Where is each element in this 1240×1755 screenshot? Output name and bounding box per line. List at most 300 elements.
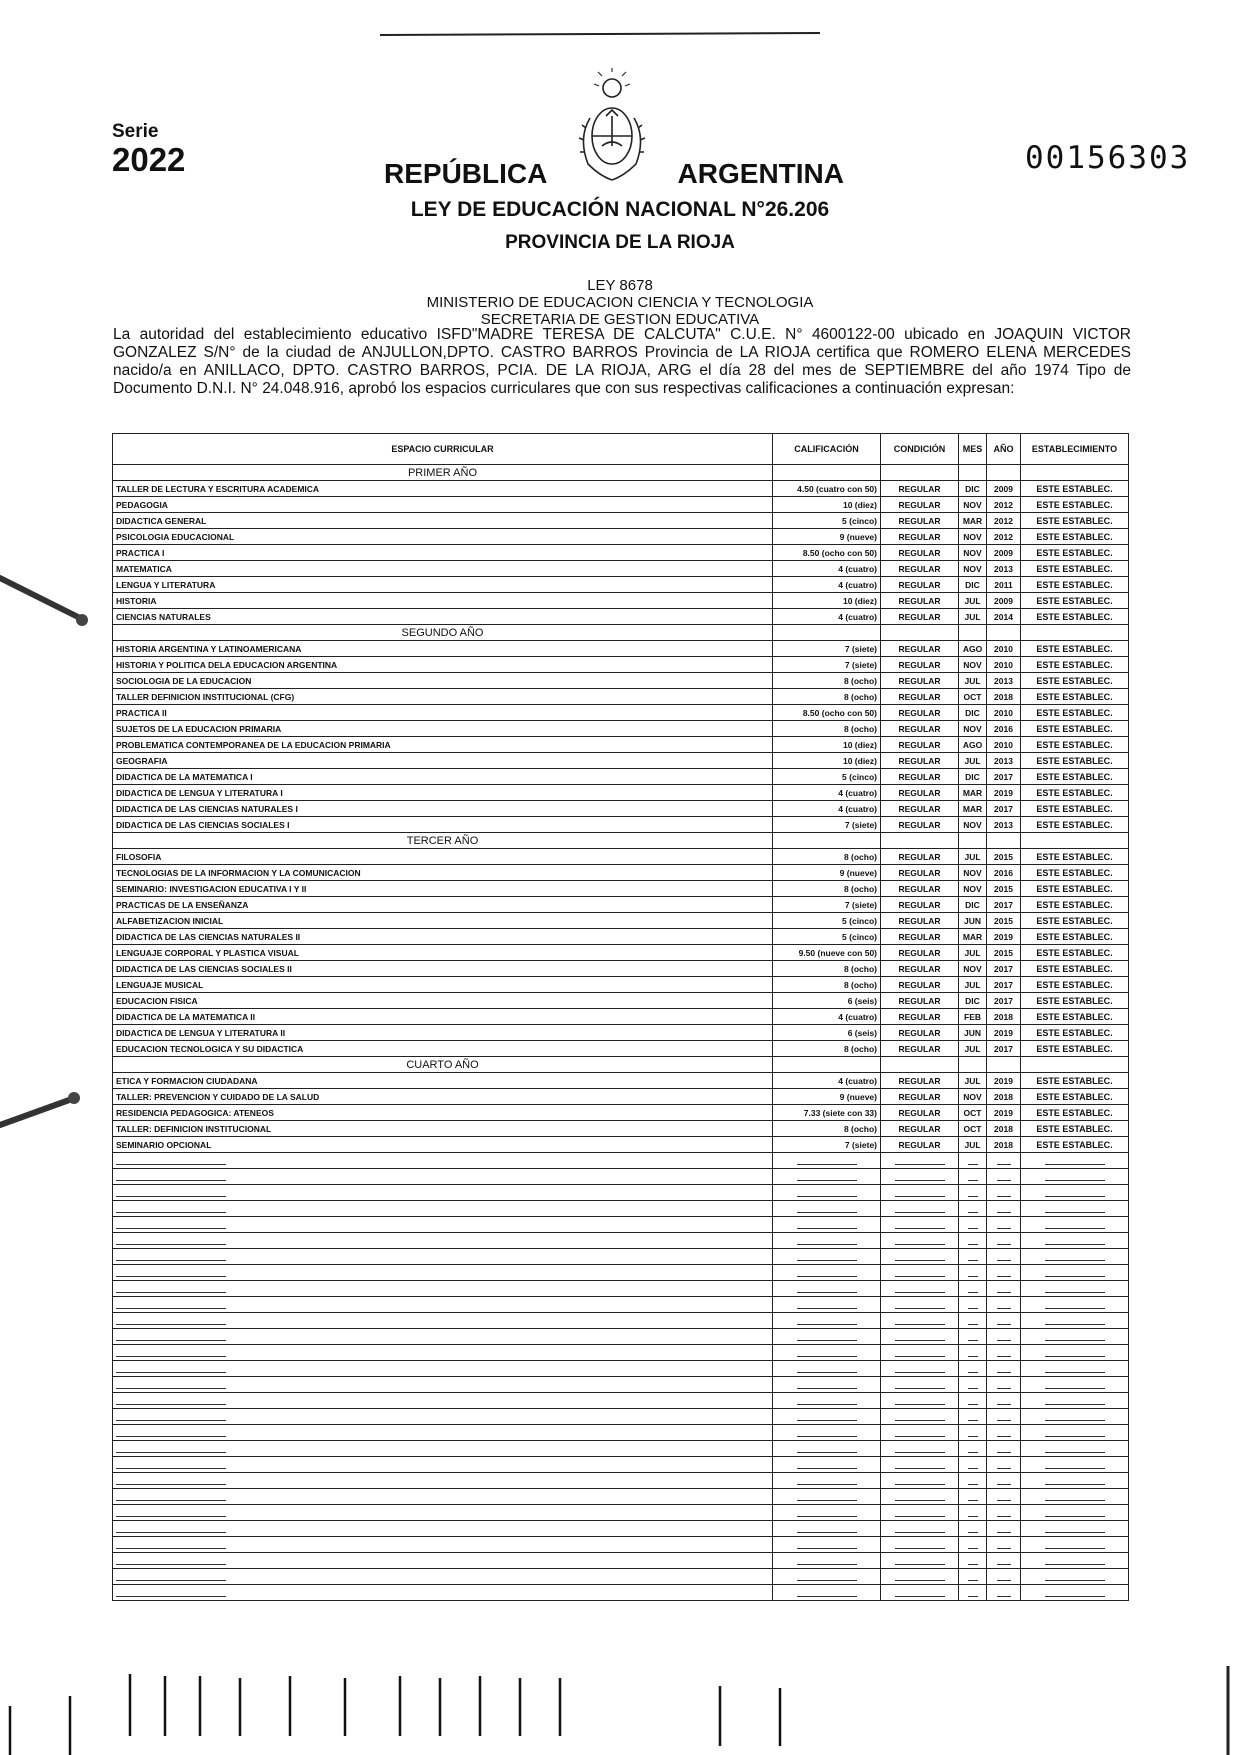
- blank-row: [113, 1409, 1129, 1425]
- coat-of-arms-icon: [572, 68, 652, 186]
- blank-cell: [773, 1153, 881, 1169]
- cell-subject: LENGUAJE MUSICAL: [113, 977, 773, 993]
- cancel-line: [797, 1477, 857, 1485]
- blank-cell: [881, 1553, 959, 1569]
- table-row: [113, 993, 1129, 1009]
- empty-cell: [987, 833, 1021, 849]
- blank-cell: [881, 1217, 959, 1233]
- cancel-line: [997, 1397, 1011, 1405]
- cell-month: MAR: [959, 513, 987, 529]
- cancel-line: [895, 1237, 945, 1245]
- cell-subject: CIENCIAS NATURALES: [113, 609, 773, 625]
- blank-cell: [113, 1169, 773, 1185]
- blank-cell: [987, 1425, 1021, 1441]
- cell-condition: REGULAR: [881, 945, 959, 961]
- cell-month: JUL: [959, 1041, 987, 1057]
- blank-cell: [959, 1249, 987, 1265]
- cell-month: NOV: [959, 497, 987, 513]
- cell-grade: 8 (ocho): [773, 977, 881, 993]
- cell-year: 2015: [987, 913, 1021, 929]
- blank-cell: [773, 1409, 881, 1425]
- blank-cell: [1021, 1217, 1129, 1233]
- table-row: [113, 577, 1129, 593]
- blank-cell: [881, 1409, 959, 1425]
- cancel-line: [116, 1445, 226, 1453]
- secretariat-name: SECRETARIA DE GESTION EDUCATIVA: [480, 311, 760, 328]
- blank-cell: [987, 1169, 1021, 1185]
- scan-artifact-top: [380, 30, 820, 40]
- cancel-line: [968, 1461, 978, 1469]
- table-row: [113, 1121, 1129, 1137]
- table-row: [113, 1073, 1129, 1089]
- cancel-line: [895, 1413, 945, 1421]
- cell-month: JUL: [959, 945, 987, 961]
- blank-cell: [959, 1281, 987, 1297]
- blank-cell: [881, 1153, 959, 1169]
- cell-institution: ESTE ESTABLEC.: [1021, 689, 1129, 705]
- table-row: [113, 497, 1129, 513]
- cell-institution: ESTE ESTABLEC.: [1021, 785, 1129, 801]
- cell-subject: DIDACTICA DE LA MATEMATICA II: [113, 1009, 773, 1025]
- cell-subject: ETICA Y FORMACION CIUDADANA: [113, 1073, 773, 1089]
- cell-year: 2016: [987, 721, 1021, 737]
- blank-cell: [881, 1521, 959, 1537]
- cancel-line: [997, 1157, 1011, 1165]
- cell-institution: ESTE ESTABLEC.: [1021, 481, 1129, 497]
- blank-cell: [113, 1521, 773, 1537]
- cancel-line: [997, 1317, 1011, 1325]
- blank-cell: [881, 1361, 959, 1377]
- cell-condition: REGULAR: [881, 609, 959, 625]
- blank-cell: [959, 1521, 987, 1537]
- table-row: [113, 865, 1129, 881]
- cell-grade: 7.33 (siete con 33): [773, 1105, 881, 1121]
- cell-grade: 5 (cinco): [773, 929, 881, 945]
- cell-grade: 4 (cuatro): [773, 1009, 881, 1025]
- cancel-line: [797, 1365, 857, 1373]
- cell-grade: 6 (seis): [773, 993, 881, 1009]
- cancel-line: [1045, 1189, 1105, 1197]
- cell-month: FEB: [959, 1009, 987, 1025]
- blank-cell: [959, 1185, 987, 1201]
- blank-cell: [113, 1409, 773, 1425]
- cell-month: JUL: [959, 1137, 987, 1153]
- blank-cell: [1021, 1393, 1129, 1409]
- cancel-line: [797, 1349, 857, 1357]
- cancel-line: [968, 1157, 978, 1165]
- blank-cell: [987, 1393, 1021, 1409]
- cancel-line: [997, 1221, 1011, 1229]
- cancel-line: [997, 1381, 1011, 1389]
- blank-cell: [987, 1409, 1021, 1425]
- blank-cell: [773, 1329, 881, 1345]
- cancel-line: [968, 1509, 978, 1517]
- cancel-line: [1045, 1397, 1105, 1405]
- cell-institution: ESTE ESTABLEC.: [1021, 753, 1129, 769]
- country-title-right: ARGENTINA: [677, 158, 844, 189]
- cell-condition: REGULAR: [881, 561, 959, 577]
- blank-cell: [881, 1537, 959, 1553]
- blank-cell: [773, 1457, 881, 1473]
- blank-cell: [113, 1297, 773, 1313]
- cancel-line: [797, 1429, 857, 1437]
- cancel-line: [968, 1349, 978, 1357]
- empty-cell: [959, 465, 987, 481]
- cancel-line: [116, 1429, 226, 1437]
- blank-cell: [881, 1249, 959, 1265]
- cell-condition: REGULAR: [881, 993, 959, 1009]
- cell-month: JUL: [959, 753, 987, 769]
- cancel-line: [1045, 1557, 1105, 1565]
- cancel-line: [895, 1205, 945, 1213]
- cancel-line: [1045, 1173, 1105, 1181]
- empty-cell: [987, 625, 1021, 641]
- blank-cell: [881, 1313, 959, 1329]
- cancel-line: [116, 1221, 226, 1229]
- header-year: AÑO: [987, 434, 1021, 465]
- cell-month: NOV: [959, 1089, 987, 1105]
- cancel-line: [1045, 1301, 1105, 1309]
- blank-cell: [113, 1457, 773, 1473]
- cell-year: 2010: [987, 737, 1021, 753]
- table-row: [113, 961, 1129, 977]
- cancel-line: [968, 1365, 978, 1373]
- cell-institution: ESTE ESTABLEC.: [1021, 929, 1129, 945]
- cell-subject: PEDAGOGIA: [113, 497, 773, 513]
- cancel-line: [968, 1317, 978, 1325]
- cancel-line: [116, 1477, 226, 1485]
- cancel-line: [895, 1557, 945, 1565]
- cell-month: AGO: [959, 641, 987, 657]
- section-header-row: [113, 1057, 1129, 1073]
- cell-condition: REGULAR: [881, 545, 959, 561]
- cell-month: NOV: [959, 545, 987, 561]
- cell-condition: REGULAR: [881, 1121, 959, 1137]
- cell-institution: ESTE ESTABLEC.: [1021, 817, 1129, 833]
- cancel-line: [895, 1509, 945, 1517]
- blank-cell: [881, 1569, 959, 1585]
- cell-month: JUN: [959, 913, 987, 929]
- table-row: [113, 897, 1129, 913]
- cancel-line: [997, 1557, 1011, 1565]
- cancel-line: [997, 1301, 1011, 1309]
- cell-condition: REGULAR: [881, 577, 959, 593]
- cell-month: NOV: [959, 881, 987, 897]
- cancel-line: [1045, 1157, 1105, 1165]
- cancel-line: [895, 1445, 945, 1453]
- cell-year: 2017: [987, 769, 1021, 785]
- cancel-line: [1045, 1333, 1105, 1341]
- cancel-line: [797, 1173, 857, 1181]
- cell-grade: 7 (siete): [773, 657, 881, 673]
- cell-condition: REGULAR: [881, 881, 959, 897]
- cell-condition: REGULAR: [881, 1137, 959, 1153]
- cancel-line: [116, 1285, 226, 1293]
- empty-cell: [773, 625, 881, 641]
- blank-cell: [987, 1457, 1021, 1473]
- cancel-line: [895, 1397, 945, 1405]
- cancel-line: [116, 1557, 226, 1565]
- blank-row: [113, 1169, 1129, 1185]
- cell-grade: 7 (siete): [773, 897, 881, 913]
- blank-cell: [987, 1281, 1021, 1297]
- cell-grade: 4 (cuatro): [773, 785, 881, 801]
- blank-cell: [113, 1377, 773, 1393]
- cell-month: OCT: [959, 689, 987, 705]
- cancel-line: [116, 1509, 226, 1517]
- blank-cell: [881, 1489, 959, 1505]
- blank-cell: [113, 1217, 773, 1233]
- cell-month: JUN: [959, 1025, 987, 1041]
- table-row: [113, 785, 1129, 801]
- cell-year: 2018: [987, 1137, 1021, 1153]
- blank-row: [113, 1265, 1129, 1281]
- table-row: [113, 1089, 1129, 1105]
- cancel-line: [895, 1333, 945, 1341]
- empty-cell: [1021, 465, 1129, 481]
- empty-cell: [959, 625, 987, 641]
- blank-cell: [881, 1425, 959, 1441]
- cancel-line: [895, 1349, 945, 1357]
- cell-grade: 8.50 (ocho con 50): [773, 705, 881, 721]
- cancel-line: [797, 1157, 857, 1165]
- empty-cell: [881, 1057, 959, 1073]
- cancel-line: [116, 1301, 226, 1309]
- cell-condition: REGULAR: [881, 753, 959, 769]
- cell-grade: 10 (diez): [773, 737, 881, 753]
- cancel-line: [116, 1333, 226, 1341]
- table-row: [113, 481, 1129, 497]
- cancel-line: [1045, 1541, 1105, 1549]
- cancel-line: [797, 1269, 857, 1277]
- table-row: [113, 1041, 1129, 1057]
- cancel-line: [116, 1413, 226, 1421]
- cell-month: NOV: [959, 657, 987, 673]
- cell-month: MAR: [959, 785, 987, 801]
- empty-cell: [1021, 625, 1129, 641]
- table-row: [113, 1025, 1129, 1041]
- cell-grade: 5 (cinco): [773, 913, 881, 929]
- blank-cell: [773, 1217, 881, 1233]
- cell-grade: 9 (nueve): [773, 529, 881, 545]
- cell-condition: REGULAR: [881, 593, 959, 609]
- cancel-line: [116, 1237, 226, 1245]
- cell-subject: TALLER: PREVENCION Y CUIDADO DE LA SALUD: [113, 1089, 773, 1105]
- blank-row: [113, 1473, 1129, 1489]
- cancel-line: [1045, 1365, 1105, 1373]
- blank-cell: [959, 1329, 987, 1345]
- cancel-line: [997, 1573, 1011, 1581]
- blank-cell: [773, 1393, 881, 1409]
- blank-cell: [1021, 1185, 1129, 1201]
- blank-cell: [113, 1537, 773, 1553]
- cancel-line: [797, 1541, 857, 1549]
- serie-label: Serie: [112, 121, 159, 142]
- blank-cell: [113, 1345, 773, 1361]
- blank-cell: [113, 1185, 773, 1201]
- cell-grade: 7 (siete): [773, 1137, 881, 1153]
- blank-cell: [113, 1153, 773, 1169]
- grades-body: [113, 465, 1129, 1601]
- empty-cell: [773, 465, 881, 481]
- cancel-line: [797, 1589, 857, 1597]
- cell-grade: 4 (cuatro): [773, 609, 881, 625]
- blank-cell: [113, 1361, 773, 1377]
- cancel-line: [797, 1285, 857, 1293]
- empty-cell: [987, 1057, 1021, 1073]
- cancel-line: [1045, 1477, 1105, 1485]
- cell-subject: HISTORIA ARGENTINA Y LATINOAMERICANA: [113, 641, 773, 657]
- cell-condition: REGULAR: [881, 1041, 959, 1057]
- blank-cell: [773, 1313, 881, 1329]
- cancel-line: [997, 1333, 1011, 1341]
- blank-cell: [773, 1537, 881, 1553]
- table-row: [113, 1137, 1129, 1153]
- cell-subject: SOCIOLOGIA DE LA EDUCACION: [113, 673, 773, 689]
- cancel-line: [1045, 1349, 1105, 1357]
- cancel-line: [997, 1589, 1011, 1597]
- cancel-line: [797, 1445, 857, 1453]
- cell-year: 2014: [987, 609, 1021, 625]
- cell-institution: ESTE ESTABLEC.: [1021, 849, 1129, 865]
- blank-cell: [987, 1265, 1021, 1281]
- blank-cell: [959, 1297, 987, 1313]
- cell-institution: ESTE ESTABLEC.: [1021, 945, 1129, 961]
- blank-cell: [959, 1393, 987, 1409]
- cell-grade: 10 (diez): [773, 753, 881, 769]
- cell-month: DIC: [959, 481, 987, 497]
- cancel-line: [797, 1509, 857, 1517]
- blank-cell: [987, 1217, 1021, 1233]
- table-row: [113, 689, 1129, 705]
- blank-cell: [959, 1569, 987, 1585]
- blank-row: [113, 1185, 1129, 1201]
- blank-cell: [987, 1489, 1021, 1505]
- cell-institution: ESTE ESTABLEC.: [1021, 1105, 1129, 1121]
- cell-condition: REGULAR: [881, 897, 959, 913]
- table-row: [113, 1009, 1129, 1025]
- cell-subject: PROBLEMATICA CONTEMPORANEA DE LA EDUCACION PRIMARIA: [113, 737, 773, 753]
- cancel-line: [1045, 1253, 1105, 1261]
- cell-condition: REGULAR: [881, 497, 959, 513]
- cell-condition: REGULAR: [881, 929, 959, 945]
- section-title: TERCER AÑO: [113, 833, 773, 849]
- cancel-line: [116, 1381, 226, 1389]
- blank-cell: [113, 1201, 773, 1217]
- cancel-line: [116, 1349, 226, 1357]
- cell-subject: PSICOLOGIA EDUCACIONAL: [113, 529, 773, 545]
- cell-month: NOV: [959, 961, 987, 977]
- blank-cell: [773, 1553, 881, 1569]
- cancel-line: [968, 1269, 978, 1277]
- cancel-line: [1045, 1461, 1105, 1469]
- blank-cell: [773, 1249, 881, 1265]
- blank-cell: [987, 1553, 1021, 1569]
- blank-cell: [987, 1233, 1021, 1249]
- cell-institution: ESTE ESTABLEC.: [1021, 705, 1129, 721]
- cell-month: NOV: [959, 561, 987, 577]
- cell-year: 2010: [987, 657, 1021, 673]
- blank-cell: [987, 1313, 1021, 1329]
- empty-cell: [881, 465, 959, 481]
- cell-month: MAR: [959, 801, 987, 817]
- cancel-line: [797, 1397, 857, 1405]
- table-row: [113, 657, 1129, 673]
- blank-cell: [773, 1233, 881, 1249]
- table-row: [113, 737, 1129, 753]
- cancel-line: [997, 1461, 1011, 1469]
- cancel-line: [968, 1429, 978, 1437]
- blank-cell: [773, 1281, 881, 1297]
- table-row: [113, 609, 1129, 625]
- cancel-line: [797, 1461, 857, 1469]
- cancel-line: [1045, 1221, 1105, 1229]
- cancel-line: [1045, 1509, 1105, 1517]
- section-header-row: [113, 465, 1129, 481]
- blank-cell: [959, 1409, 987, 1425]
- cell-institution: ESTE ESTABLEC.: [1021, 593, 1129, 609]
- blank-cell: [959, 1201, 987, 1217]
- cell-institution: ESTE ESTABLEC.: [1021, 1121, 1129, 1137]
- cell-grade: 4 (cuatro): [773, 561, 881, 577]
- blank-cell: [1021, 1201, 1129, 1217]
- blank-cell: [959, 1377, 987, 1393]
- serial-number: 00156303: [1025, 140, 1191, 176]
- cancel-line: [997, 1269, 1011, 1277]
- cell-institution: ESTE ESTABLEC.: [1021, 769, 1129, 785]
- blank-row: [113, 1361, 1129, 1377]
- empty-cell: [987, 465, 1021, 481]
- cell-condition: REGULAR: [881, 641, 959, 657]
- header-condition: CONDICIÓN: [881, 434, 959, 465]
- blank-cell: [881, 1377, 959, 1393]
- cell-institution: ESTE ESTABLEC.: [1021, 721, 1129, 737]
- cell-grade: 4.50 (cuatro con 50): [773, 481, 881, 497]
- blank-cell: [113, 1553, 773, 1569]
- cancel-line: [968, 1189, 978, 1197]
- cell-institution: ESTE ESTABLEC.: [1021, 865, 1129, 881]
- cell-subject: DIDACTICA DE LAS CIENCIAS SOCIALES I: [113, 817, 773, 833]
- serie-block: [112, 122, 185, 176]
- cell-month: NOV: [959, 529, 987, 545]
- blank-cell: [113, 1393, 773, 1409]
- cancel-line: [968, 1589, 978, 1597]
- blank-cell: [959, 1233, 987, 1249]
- cancel-line: [997, 1493, 1011, 1501]
- cell-year: 2010: [987, 705, 1021, 721]
- blank-row: [113, 1201, 1129, 1217]
- cancel-line: [997, 1173, 1011, 1181]
- cell-year: 2017: [987, 977, 1021, 993]
- cell-condition: REGULAR: [881, 481, 959, 497]
- cancel-line: [797, 1525, 857, 1533]
- blank-cell: [113, 1441, 773, 1457]
- table-row: [113, 1105, 1129, 1121]
- blank-cell: [987, 1361, 1021, 1377]
- blank-cell: [773, 1505, 881, 1521]
- cell-institution: ESTE ESTABLEC.: [1021, 1041, 1129, 1057]
- cell-grade: 10 (diez): [773, 497, 881, 513]
- cell-month: JUL: [959, 673, 987, 689]
- blank-cell: [987, 1185, 1021, 1201]
- table-row: [113, 945, 1129, 961]
- blank-cell: [881, 1281, 959, 1297]
- blank-row: [113, 1553, 1129, 1569]
- blank-cell: [987, 1153, 1021, 1169]
- cell-institution: ESTE ESTABLEC.: [1021, 881, 1129, 897]
- blank-cell: [113, 1313, 773, 1329]
- blank-cell: [881, 1169, 959, 1185]
